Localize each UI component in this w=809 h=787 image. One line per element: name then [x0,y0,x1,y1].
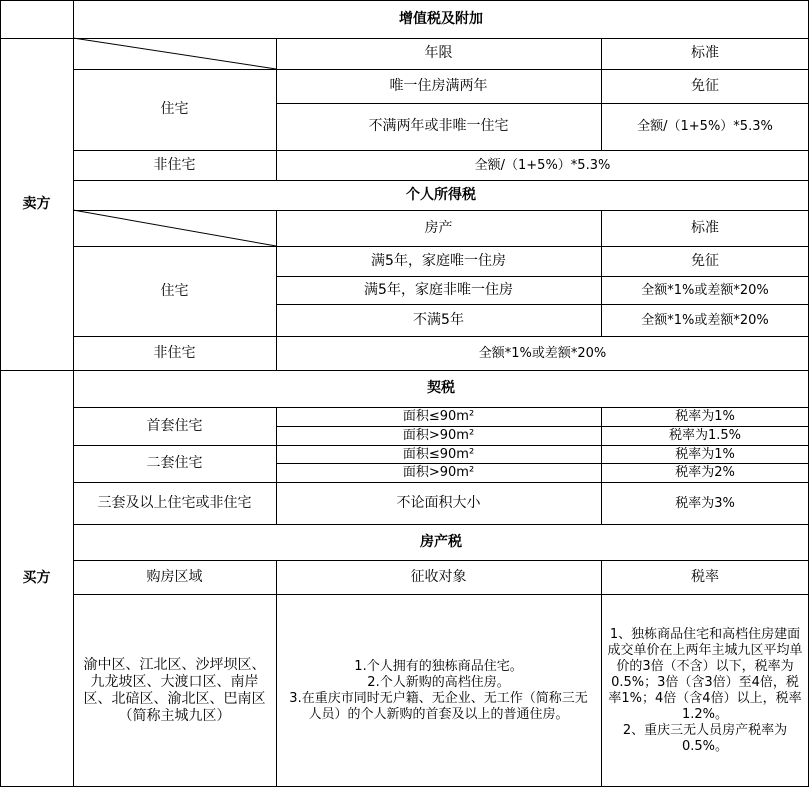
grid-line [0,0,809,1]
deed-row-area: 面积≤90m² [402,446,475,462]
vat-header-year: 年限 [424,45,453,61]
grid-line [73,69,809,70]
income-tax-row-standard: 免征 [691,252,719,269]
buyer-side-label: 买方 [22,570,51,586]
income-tax-row-condition: 满5年，家庭唯一住房 [371,252,506,269]
vat-nonres-standard: 全额/（1+5%）*5.3% [474,157,611,173]
deed-first-home-label: 首套住宅 [146,417,203,434]
property-tax-rate-line: 1、独栋商品住宅和高档住房建面成交单价在上两年主城九区平均单价的3倍（不含）以下，税率为0.5%；3倍（含3倍）至4倍，税率1%；4倍（含4倍）以上，税率1.2%。 [607,626,803,722]
grid-line [73,210,809,211]
deed-third-area: 不论面积大小 [396,494,481,511]
deed-second-home-label: 二套住宅 [146,455,203,471]
grid-line [601,407,602,524]
property-tax-header-rate: 税率 [691,568,719,585]
grid-line [276,426,809,427]
income-tax-residential-label: 住宅 [160,282,189,299]
grid-line [73,560,809,561]
property-tax-header-object: 征收对象 [410,568,467,585]
income-tax-nonres-standard: 全额*1%或差额*20% [478,345,607,361]
grid-line [276,304,809,305]
deed-row-area: 面积>90m² [402,428,475,443]
deed-row-rate: 税率为2% [675,465,735,480]
grid-line [601,38,602,150]
grid-line [276,463,809,464]
grid-line [73,246,809,247]
vat-header-standard: 标准 [691,45,719,61]
deed-row-area: 面积>90m² [402,465,475,480]
vat-residential-label: 住宅 [160,101,189,117]
vat-row-condition: 不满两年或非唯一住宅 [368,118,509,134]
income-tax-header-property: 房产 [424,219,453,236]
deed-row-area: 面积≤90m² [402,409,475,424]
income-tax-nonres-label: 非住宅 [153,344,196,361]
grid-line [276,103,809,104]
vat-row-standard: 全额/（1+5%）*5.3% [637,119,773,134]
grid-line [276,276,809,277]
grid-line [73,524,809,525]
property-tax-object-line: 2.个人新购的高档住房。 [367,674,510,690]
income-tax-row-standard: 全额*1%或差额*20% [641,282,769,298]
deed-tax-title: 契税 [427,380,455,396]
property-tax-title: 房产税 [420,533,462,550]
deed-third-label: 三套及以上住宅或非住宅 [97,494,252,511]
grid-line [73,482,809,483]
income-tax-title: 个人所得税 [406,186,476,203]
income-tax-row-condition: 满5年，家庭非唯一住房 [364,281,513,298]
grid-line [0,370,809,371]
deed-third-rate: 税率为3% [675,495,735,511]
property-tax-object-line: 1.个人拥有的独栋商品住宅。 [354,658,523,674]
vat-title: 增值税及附加 [399,10,483,27]
grid-line [0,0,1,787]
property-tax-object-line: 3.在重庆市同时无户籍、无企业、无工作（简称三无人员）的个人新购的首套及以上的普通住房。 [289,690,588,722]
property-tax-header-region: 购房区域 [146,568,203,585]
grid-line [73,594,809,595]
vat-nonres-label: 非住宅 [153,156,196,173]
grid-line [73,336,809,337]
income-tax-row-standard: 全额*1%或差额*20% [641,312,769,328]
grid-line [73,0,74,787]
property-tax-region-text: 渝中区、江北区、沙坪坝区、九龙坡区、大渡口区、南岸区、北碚区、渝北区、巴南区（简称主城九区） [83,656,266,724]
property-tax-rate-line: 2、重庆三无人员房产税率为0.5%。 [622,722,788,754]
grid-line [276,210,277,370]
grid-line [276,38,277,180]
grid-line [73,407,809,408]
deed-row-rate: 税率为1% [675,409,735,424]
property-tax-object-cell [276,594,601,787]
vat-row-standard: 免征 [691,77,719,94]
deed-row-rate: 税率为1% [675,446,735,462]
income-tax-row-condition: 不满5年 [413,311,464,328]
seller-side-label: 卖方 [22,195,51,212]
grid-line [73,150,809,151]
income-tax-header-standard: 标准 [691,219,719,236]
grid-line [73,445,809,446]
grid-line [73,180,809,181]
grid-line [276,407,277,524]
grid-line [0,38,809,39]
vat-row-condition: 唯一住房满两年 [389,77,488,94]
grid-line [601,210,602,336]
property-tax-rate-cell [601,594,809,787]
deed-row-rate: 税率为1.5% [668,428,742,443]
